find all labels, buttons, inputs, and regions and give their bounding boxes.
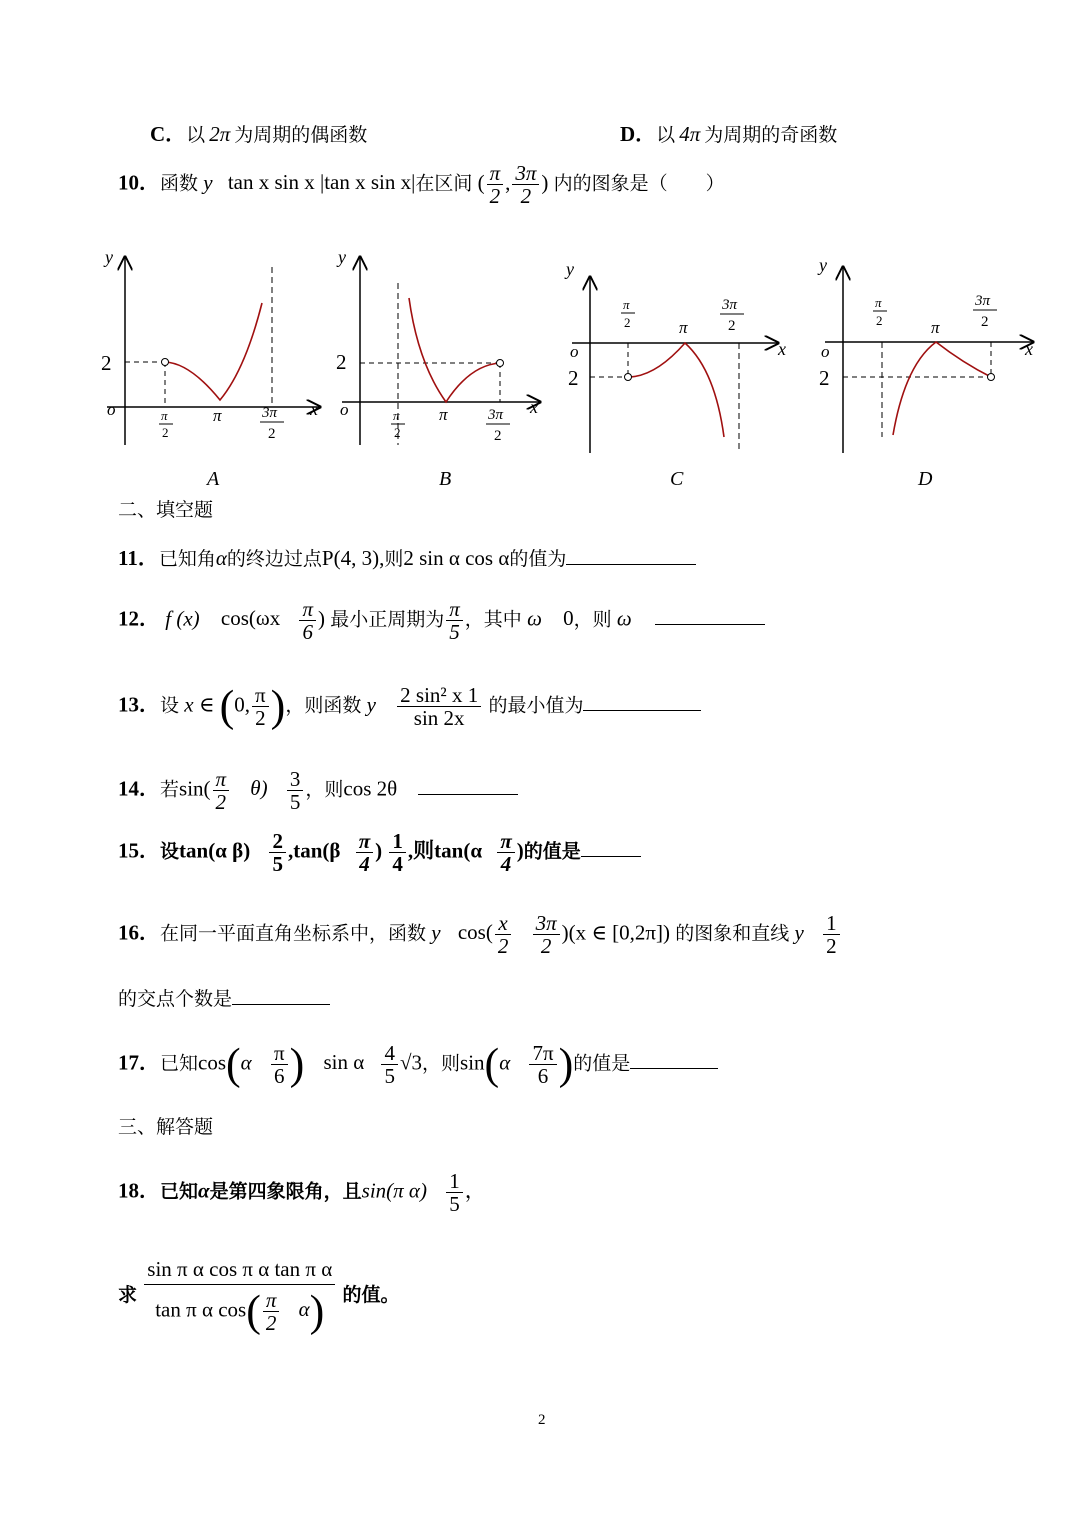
tick-label-2: 2 <box>336 350 347 374</box>
question-11: 11．已知角α的终边过点P(4, 3),则2 sin α cos α的值为 <box>118 542 696 574</box>
fraction: $\frac{\pi}{6}$ <box>271 1042 288 1087</box>
origin-label: o <box>570 342 579 361</box>
q9-option-c: C．以 2π 为周期的偶函数 <box>150 122 368 146</box>
graph-d <box>817 255 1033 490</box>
graph-label-b: B <box>439 468 452 490</box>
tick-label-pi-half-den: 2 <box>624 315 631 330</box>
tick-label-3pi-half-num: 3π <box>488 407 504 423</box>
fraction: $\frac{7\pi}{6}$ <box>529 1042 556 1087</box>
fraction: $\frac{\text{2 sin² x 1}}{\sin 2x}$ <box>397 684 481 729</box>
question-14: 14．若sin( $\frac{\pi}{2}$ θ) $\frac{3}{5}$ ，则cos 2θ <box>118 768 518 813</box>
question-18: 18．已知α是第四象限角，且sin(π α) $\frac{1}{5}$ ， <box>118 1169 486 1217</box>
question-number: 15． <box>118 838 160 863</box>
origin-label: o <box>821 342 830 361</box>
tick-label-3pi-half-num: 3π <box>975 293 991 309</box>
tick-label-3pi-half-den: 2 <box>981 314 989 330</box>
answer-blank <box>566 542 696 565</box>
answer-blank <box>630 1046 718 1069</box>
question-number: 17． <box>118 1050 160 1075</box>
fraction: $\frac{2}{5}$ <box>269 830 286 875</box>
graph-label-d: D <box>918 468 933 490</box>
fraction: $\frac{1}{4}$ <box>389 830 406 875</box>
question-number: 13． <box>118 692 160 717</box>
fraction: $\frac{1}{5}$ <box>446 1170 463 1215</box>
axis-label-x: x <box>310 399 318 419</box>
graphs-figure <box>95 245 1055 495</box>
fraction: $\frac{\pi}{5}$ <box>446 598 463 643</box>
tick-label-pi-half-num: π <box>161 408 168 423</box>
graph-label-c: C <box>670 468 684 490</box>
question-18-expression: 求 sin π α cos π α tan π α tan π α cos( $\frac{\pi}{2}$ α) 的值。 <box>118 1257 400 1336</box>
question-number: 16． <box>118 920 160 945</box>
answer-blank <box>232 982 330 1005</box>
tick-label-pi-half-den: 2 <box>394 425 401 440</box>
axis-label-x: x <box>1025 339 1033 359</box>
question-12: 12． f (x) cos(ωx $\frac{\pi}{6}$ ) 最小正周期为 $\frac{\pi}{5}$ ，其中 ω 0，则 ω <box>118 598 765 643</box>
tick-label-pi-half-num: π <box>623 297 630 312</box>
tick-label-3pi-half-den: 2 <box>268 426 276 442</box>
answer-blank <box>581 834 641 857</box>
option-label: C． <box>150 122 187 146</box>
tick-label-pi: π <box>213 406 222 425</box>
section-heading-fill-in: 二、填空题 <box>118 499 214 521</box>
fraction: $\frac{3\pi}{2}$ <box>512 162 539 207</box>
fraction: $\frac{x}{2}$ <box>495 912 512 957</box>
tick-label-3pi-half-num: 3π <box>262 405 278 421</box>
tick-label-pi-half-den: 2 <box>162 425 169 440</box>
fraction: $\frac{\pi}{2}$ <box>252 684 269 729</box>
fraction: sin π α cos π α tan π α tan π α cos( $\frac{\pi}{2}$ α) <box>144 1258 335 1334</box>
tick-label-pi-half-num: π <box>875 295 882 310</box>
q9-option-d: D．以 4π 为周期的奇函数 <box>620 122 838 146</box>
question-number: 18． <box>118 1178 160 1203</box>
fraction: $\frac{4}{5}$ <box>381 1042 398 1087</box>
tick-label-3pi-half-num: 3π <box>722 297 738 313</box>
fraction: $\frac{\pi}{2}$ <box>487 162 504 207</box>
fraction: $\frac{\pi}{6}$ <box>299 598 316 643</box>
axis-label-y: y <box>105 247 113 267</box>
fraction: $\frac{\pi}{4}$ <box>356 830 373 875</box>
question-10: 10．函数 y tan x sin x |tan x sin x|在区间 ( $\frac{\pi}{2}$ , $\frac{3\pi}{2}$ ) 内的图象是（ ） <box>118 161 725 209</box>
page-number: 2 <box>538 1412 546 1428</box>
axis-label-y: y <box>338 247 346 267</box>
graph-label-a: A <box>207 468 220 490</box>
tick-label-pi: π <box>931 318 940 337</box>
question-16: 16．在同一平面直角坐标系中，函数 y cos( $\frac{x}{2}$ $\frac{3\pi}{2}$ )(x ∈ [0,2π]) 的图象和直线 y $\frac{1}{2}$ <box>118 912 842 957</box>
tick-label-2: 2 <box>819 366 830 390</box>
question-number: 14． <box>118 776 160 801</box>
origin-label: o <box>340 400 349 419</box>
origin-label: o <box>107 400 116 419</box>
answer-blank <box>418 772 518 795</box>
question-15: 15．设tan(α β) $\frac{2}{5}$ ,tan(β $\frac{\pi}{4}$ ) $\frac{1}{4}$ ,则tan(α $\frac{\pi}{4}$ )的值是 <box>118 830 641 875</box>
question-16-cont: 的交点个数是 <box>118 982 330 1014</box>
question-17: 17．已知cos(α $\frac{\pi}{6}$ ) sin α $\frac{4}{5}$ √3，则sin(α $\frac{7\pi}{6}$ )的值是 <box>118 1042 718 1087</box>
tick-label-3pi-half-den: 2 <box>494 428 502 444</box>
question-number: 10． <box>118 170 160 195</box>
tick-label-pi: π <box>439 405 448 424</box>
graph-b <box>336 247 540 490</box>
answer-blank <box>583 688 701 711</box>
question-number: 12． <box>118 606 160 631</box>
tick-label-2: 2 <box>568 366 579 390</box>
fraction: $\frac{\pi}{2}$ <box>263 1289 280 1334</box>
graph-a <box>101 247 320 490</box>
fraction: $\frac{\pi}{4}$ <box>497 830 514 875</box>
tick-label-pi: π <box>679 318 688 337</box>
fraction: $\frac{3}{5}$ <box>287 768 304 813</box>
axis-label-x: x <box>778 339 786 359</box>
graph-c <box>564 259 786 490</box>
tick-label-pi-half-num: π <box>393 408 400 423</box>
tick-label-3pi-half-den: 2 <box>728 318 736 334</box>
fraction: $\frac{3\pi}{2}$ <box>533 912 560 957</box>
tick-label-pi-half-den: 2 <box>876 313 883 328</box>
axis-label-x: x <box>530 397 538 417</box>
axis-label-y: y <box>566 259 574 279</box>
section-heading-solutions: 三、解答题 <box>118 1116 214 1138</box>
question-13: 13．设 x ∈ (0, $\frac{\pi}{2}$ )，则函数 y $\frac{\text{2 sin² x 1}}{\sin 2x}$ 的最小值为 <box>118 684 701 729</box>
tick-label-2: 2 <box>101 351 112 375</box>
question-number: 11． <box>118 546 159 570</box>
option-label: D． <box>620 122 657 146</box>
fraction: $\frac{1}{2}$ <box>823 912 840 957</box>
answer-blank <box>655 602 765 625</box>
axis-label-y: y <box>819 255 827 275</box>
fraction: $\frac{\pi}{2}$ <box>213 768 230 813</box>
